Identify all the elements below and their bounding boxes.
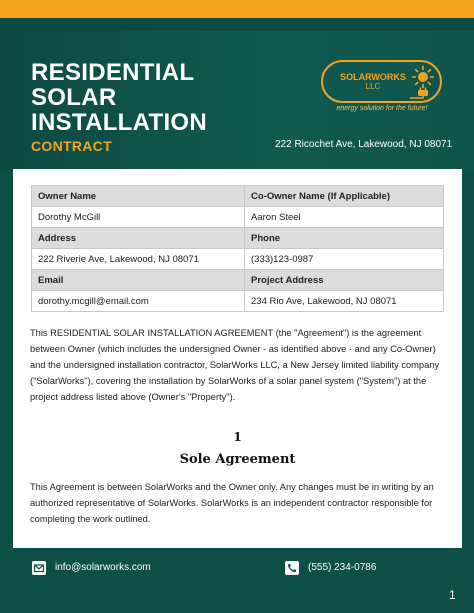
table-header-cell: Project Address bbox=[245, 270, 444, 291]
phone-link[interactable]: (555) 234-0786 bbox=[308, 562, 377, 573]
email-link[interactable]: info@solarworks.com bbox=[55, 562, 151, 573]
table-row bbox=[32, 249, 444, 270]
section-body bbox=[30, 479, 445, 527]
table-cell: 234 Rio Ave, Lakewood, NJ 08071 bbox=[245, 291, 444, 312]
table-header-cell: Owner Name bbox=[32, 186, 245, 207]
document-subtitle: CONTRACT bbox=[31, 138, 112, 154]
party-info-table bbox=[31, 185, 444, 312]
page-number: 1 bbox=[449, 588, 456, 602]
agreement-intro bbox=[30, 325, 445, 405]
document-title bbox=[31, 60, 207, 135]
table-header-cell: Email bbox=[32, 270, 245, 291]
title-line: SOLAR bbox=[31, 84, 117, 111]
table-header-row bbox=[32, 270, 444, 291]
table-cell: Dorothy McGill bbox=[32, 207, 245, 228]
company-logo bbox=[321, 60, 442, 103]
top-band bbox=[0, 18, 474, 32]
text-line: This Agreement is between SolarWorks and the Owner only. Any changes must be in writing by an bbox=[30, 482, 434, 492]
title-line: INSTALLATION bbox=[31, 109, 208, 136]
table-cell: (333)123-0987 bbox=[245, 249, 444, 270]
logo-tagline: energy solution for the future! bbox=[336, 105, 428, 112]
table-row bbox=[32, 291, 444, 312]
text-line: and the undersigned installation contractor, SolarWorks LLC, a New Jersey limited liability company bbox=[30, 360, 440, 370]
section-title: Sole Agreement bbox=[179, 452, 296, 467]
table-header-row bbox=[32, 186, 444, 207]
table-cell: Aaron Steel bbox=[245, 207, 444, 228]
company-address: 222 Ricochet Ave, Lakewood, NJ 08071 bbox=[275, 139, 453, 150]
table-cell: 222 Riverie Ave, Lakewood, NJ 08071 bbox=[32, 249, 245, 270]
logo-text bbox=[335, 72, 411, 92]
phone-icon bbox=[285, 561, 299, 575]
mail-icon bbox=[32, 561, 46, 575]
contract-card bbox=[13, 169, 462, 548]
text-line: This RESIDENTIAL SOLAR INSTALLATION AGREEMENT (the "Agreement") is the agreement bbox=[30, 328, 422, 338]
title-line: RESIDENTIAL bbox=[31, 59, 195, 86]
section-number: 1 bbox=[233, 430, 242, 444]
table-header-row bbox=[32, 228, 444, 249]
logo-name: SOLARWORKS bbox=[340, 72, 406, 82]
table-cell: dorothy.mcgill@email.com bbox=[32, 291, 245, 312]
table-header-cell: Address bbox=[32, 228, 245, 249]
text-line: project address listed above (Owner's "Property"). bbox=[30, 392, 236, 402]
table-header-cell: Phone bbox=[245, 228, 444, 249]
text-line: completing the work outlined. bbox=[30, 514, 151, 524]
text-line: authorized representative of SolarWorks. SolarWorks is an independent contractor responsible for bbox=[30, 498, 433, 508]
text-line: between Owner (which includes the undersigned Owner - as identified above - and any Co-Owner) bbox=[30, 344, 436, 354]
table-header-cell: Co-Owner Name (If Applicable) bbox=[245, 186, 444, 207]
table-row bbox=[32, 207, 444, 228]
text-line: ("SolarWorks"), covering the installation by SolarWorks of a solar panel system ("System") at the bbox=[30, 376, 427, 386]
logo-suffix: LLC bbox=[365, 82, 381, 91]
sun-plug-icon bbox=[410, 65, 440, 99]
